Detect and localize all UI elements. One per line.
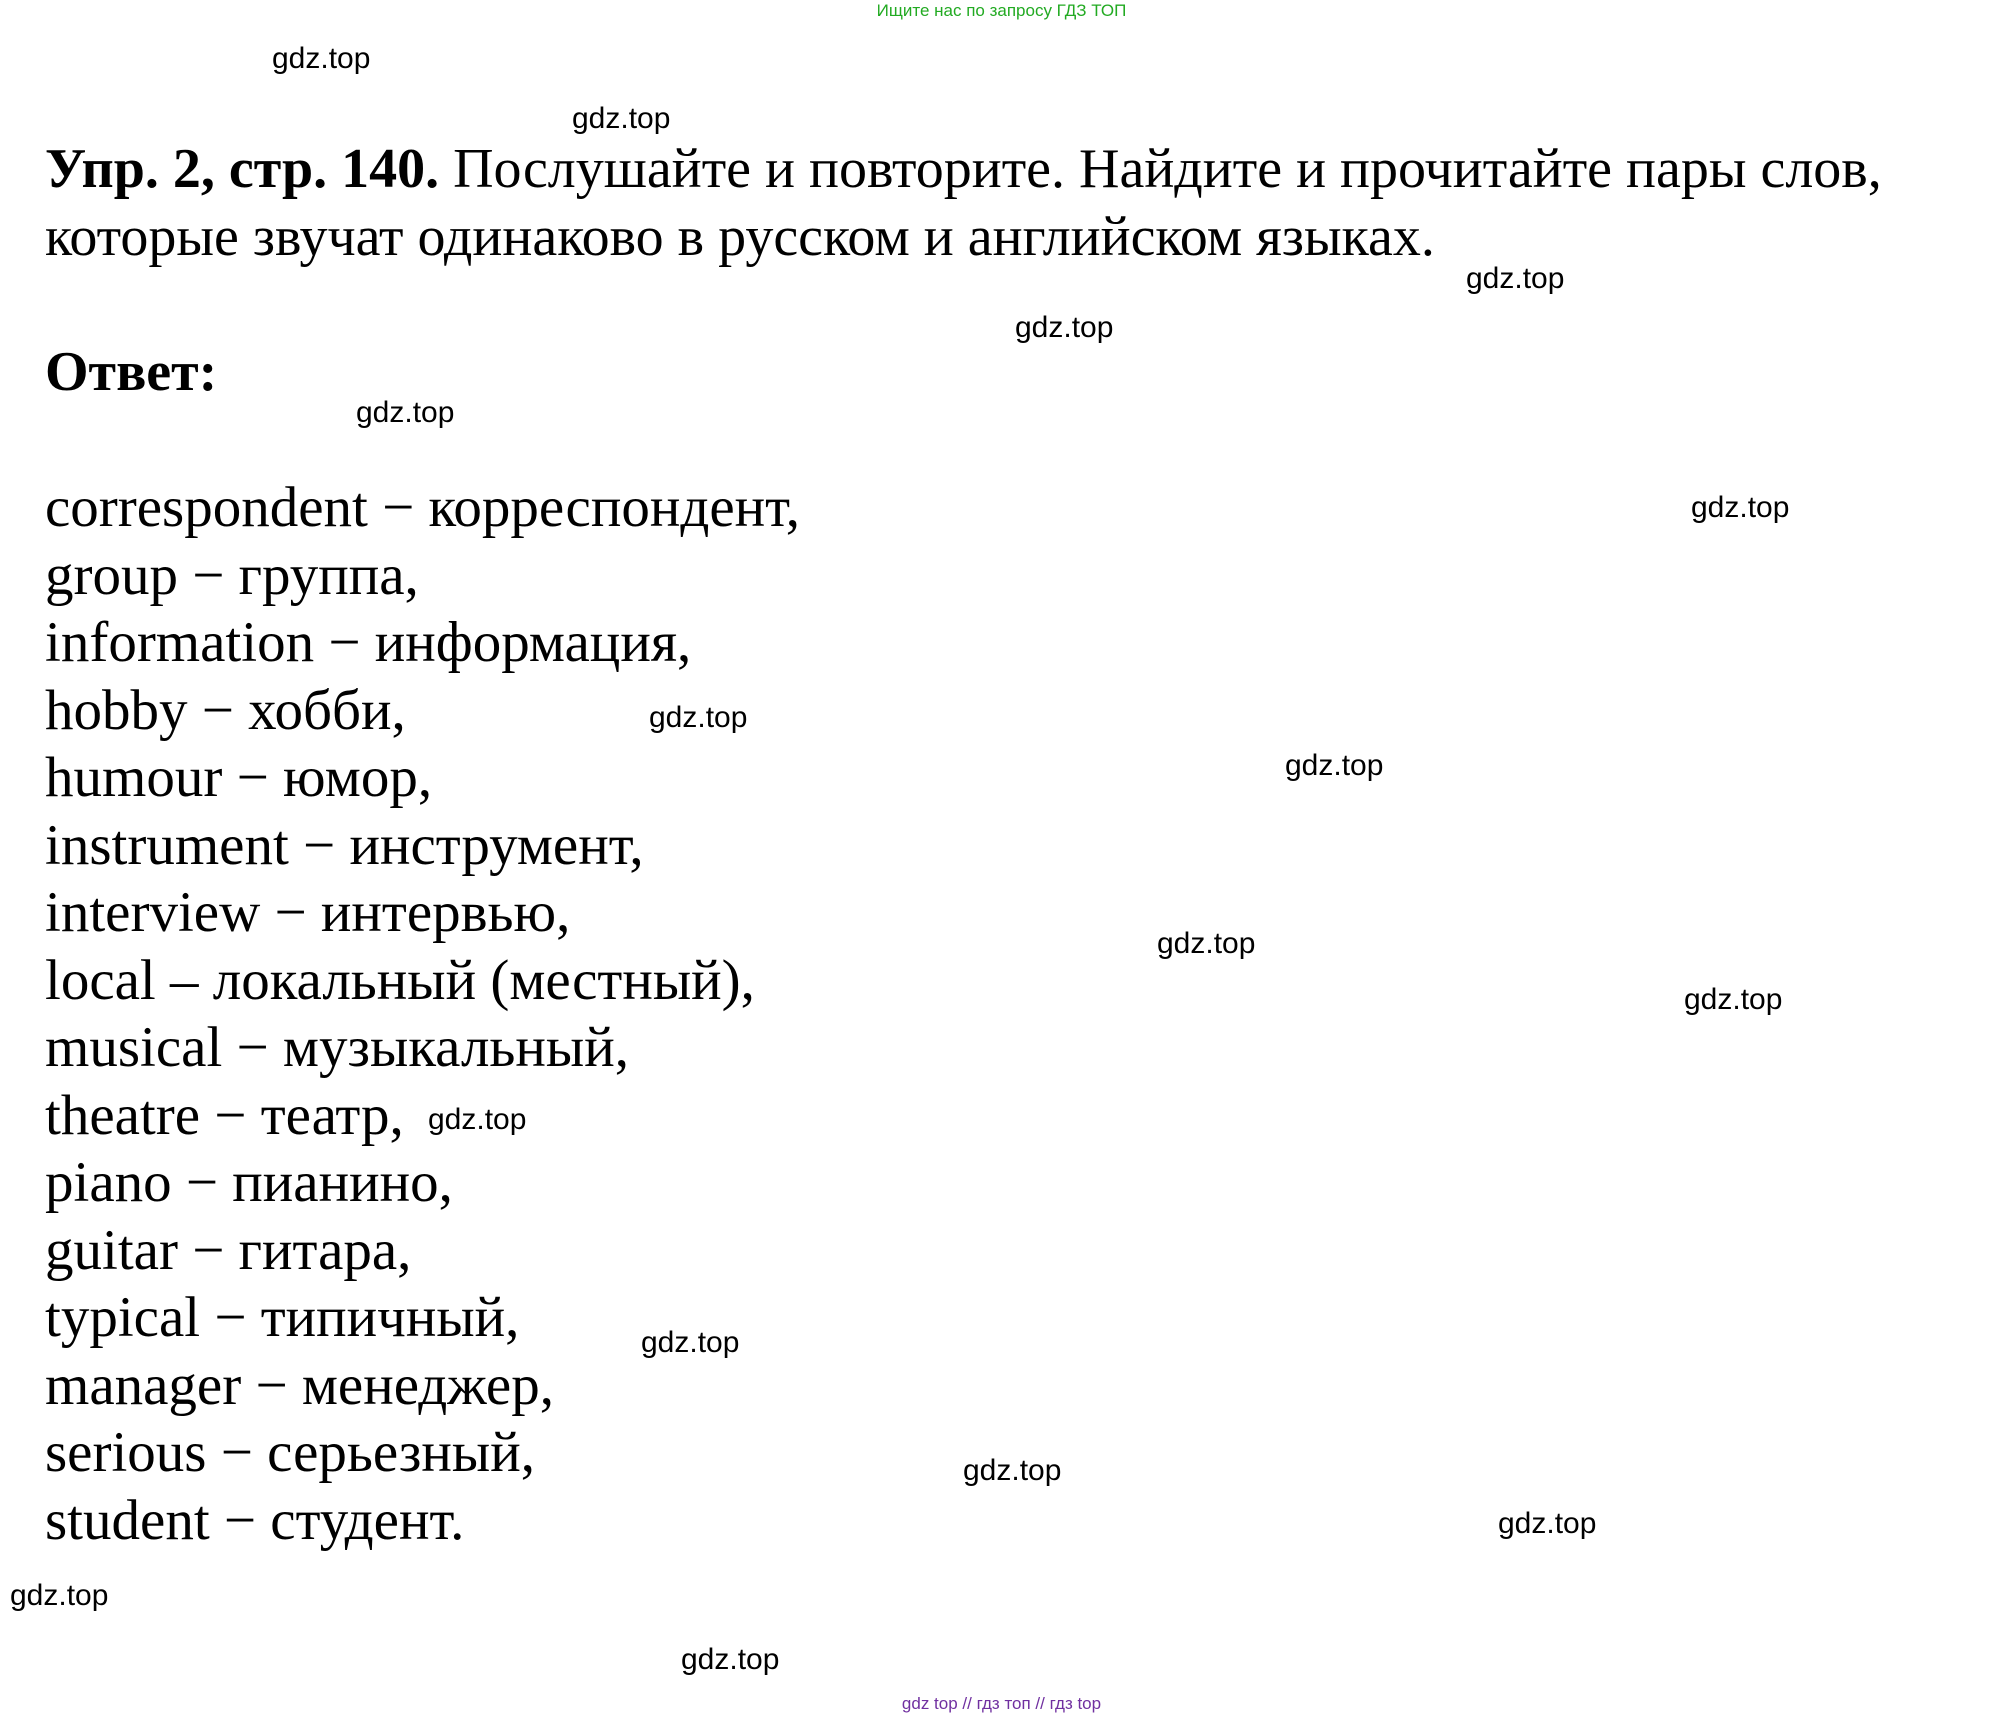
word-pair: humour − юмор,: [45, 746, 433, 809]
exercise-heading: [45, 135, 1965, 271]
top-banner[interactable]: Ищите нас по запросу ГДЗ ТОП: [876, 1, 1127, 20]
word-pair: correspondent − корреспондент,: [45, 476, 801, 539]
exercise-instruction: Послушайте и повторите. Найдите и прочитайте пары слов, которые звучат одинаково в русском и английском языках.: [45, 138, 1882, 268]
watermark: gdz.top: [681, 1643, 780, 1676]
watermark: gdz.top: [1498, 1507, 1597, 1540]
answer-label: Ответ:: [45, 341, 218, 403]
word-pair: hobby − хобби,: [45, 678, 406, 742]
watermark: gdz.top: [1691, 491, 1790, 524]
watermark: gdz.top: [1015, 311, 1114, 344]
watermark: gdz.top: [428, 1103, 527, 1136]
word-pair: student − студент.: [45, 1488, 465, 1552]
word-pair: guitar − гитара,: [45, 1218, 412, 1282]
word-pair: interview − интервью,: [45, 881, 571, 944]
word-pair: serious − серьезный,: [45, 1421, 535, 1484]
watermark: gdz.top: [963, 1454, 1062, 1487]
watermark: gdz.top: [641, 1326, 740, 1359]
watermark: gdz.top: [572, 102, 671, 135]
word-pair: group − группа,: [45, 543, 419, 607]
word-pair: typical − типичный,: [45, 1286, 520, 1349]
footer-links[interactable]: gdz top // гдз топ // гдз top: [901, 1694, 1102, 1713]
watermark: gdz.top: [1157, 927, 1256, 960]
watermark: gdz.top: [649, 701, 748, 734]
word-pair: instrument − инструмент,: [45, 813, 644, 877]
word-pair: manager − менеджер,: [45, 1353, 554, 1417]
watermark: gdz.top: [10, 1579, 109, 1612]
watermark: gdz.top: [272, 42, 371, 75]
watermark: gdz.top: [356, 396, 455, 429]
word-pair: local – локальный (местный),: [45, 948, 755, 1012]
watermark: gdz.top: [1466, 262, 1565, 295]
exercise-label: Упр. 2, стр. 140.: [45, 138, 440, 200]
watermark: gdz.top: [1684, 983, 1783, 1016]
word-pair: piano − пианино,: [45, 1151, 453, 1214]
word-pair: musical − музыкальный,: [45, 1016, 629, 1079]
watermark: gdz.top: [1285, 749, 1384, 782]
word-pair: information − информация,: [45, 611, 692, 674]
word-pair: theatre − театр,: [45, 1083, 404, 1147]
word-pairs-list: [45, 474, 800, 1554]
